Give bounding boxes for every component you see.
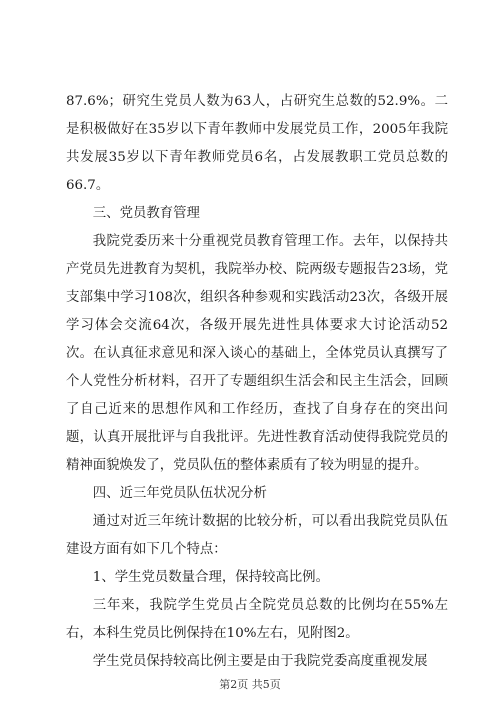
paragraph-education-management: 我院党委历来十分重视党员教育管理工作。去年，以保持共产党员先进教育为契机，我院举办校、院两级专题报告23场，党支部集中学习108次，组织各种参观和实践活动23次，各级开展学习体会交流64次，各级开展先进性具体要求大讨论活动52次。在认真征求意见和深入谈心的基础上，全体党员认真撰写了个人党性分析材料，召开了专题组织生活会和民主生活会，回顾了自己近来的思想作风和工作经历，查找了自身存在的突出问题，认真开展批评与自我批评。先进性教育活动使得我院党员的精神面貌焕发了，党员队伍的整体素质有了较为明显的提升。 [66, 234, 448, 473]
page-number-footer: 第2页 共5页 [219, 678, 281, 691]
document-body [66, 88, 448, 676]
subheading-student-members: 1、学生党员数量合理，保持较高比例。 [92, 570, 329, 585]
section-heading-party-education: 三、党员教育管理 [92, 206, 200, 221]
paragraph-analysis-intro: 通过对近三年统计数据的比较分析，可以看出我院党员队伍建设方面有如下几个特点： [66, 514, 448, 557]
paragraph-student-ratio: 三年来，我院学生党员占全院党员总数的比例均在55%左右，本科生党员比例保持在10%左右，见附图2。 [66, 598, 448, 641]
paragraph-student-reason: 学生党员保持较高比例主要是由于我院党委高度重视发展 [92, 654, 428, 669]
paragraph-continuation: 87.6%；研究生党员人数为63人，占研究生总数的52.9%。二是积极做好在35岁以下青年教师中发展党员工作，2005年我院共发展35岁以下青年教师党员6名，占发展教职工党员总数的66.7。 [66, 94, 448, 193]
section-heading-analysis: 四、近三年党员队伍状况分析 [92, 486, 267, 501]
